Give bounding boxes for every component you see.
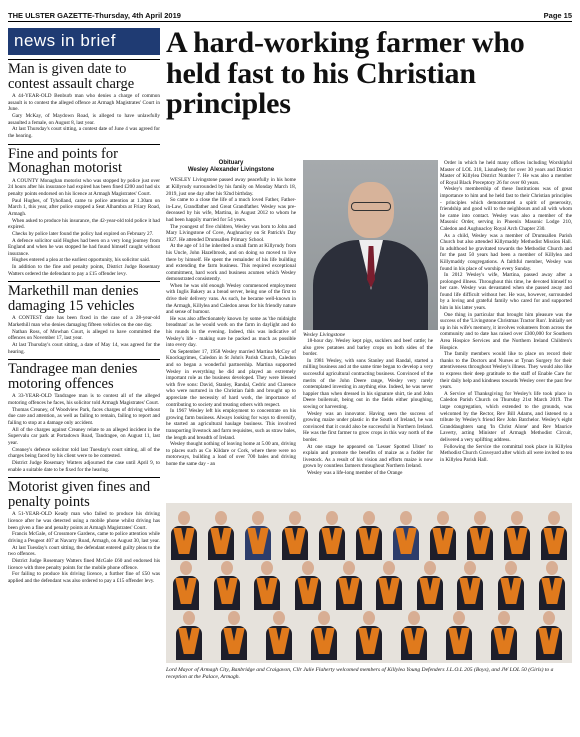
brief-paragraph: A COUNTY Monaghan motorist who was stopped by police just over 24 hours after his insurance had expired has been fined £200 and had six penalty points endorsed on his licence at Armagh Magistrates' Court. — [8, 177, 160, 197]
article-paragraph: When he was old enough Wesley commenced employment with Inglis Bakery as a bread server, being one of the first to drive their delivery vans. As such, he became well-known in the Armagh, Killylea and Caledon areas for his friendly nature and sense of humour. — [166, 282, 296, 316]
article-paragraph: So came to a close the life of a much loved Father, Father-in-Law, Grandfather and Great Grandfather. Wesley was pre-deceased by his wife, Martina, in August 2012 to whom he had been happily married for 54 years. — [166, 197, 296, 223]
article-paragraph: In 2012 Wesley's wife, Martina, passed away after a prolonged illness. Throughout this time, he devoted himself to her care. Wesley was devastated when she passed away and found life difficult without her. He was, however, surrounded by a loving and grateful family who cared for and supported him in his latter years. — [440, 272, 572, 312]
group-photo — [166, 503, 572, 663]
brief-headline: Fine and points for Monaghan motorist — [8, 145, 122, 177]
brief-paragraph: Nathan Ross, of Mowhan Court, is alleged to have committed the offences on November 17, last year. — [8, 328, 160, 342]
article-paragraph: At the age of 14 he inherited a small farm at Killyrudy from his Uncle, John Hazelbrook, and on doing so moved to live there by himself. He spent the remainder of his life building and extending the farm business. This required exceptional commitment, hard work and business acumen which Wesley demonstrated consistently. — [166, 243, 296, 283]
article-paragraph: On September 17, 1958 Wesley married Martina McCoy of Knockagrimes, Caledon in St John's Parish Church, Caledon and so began a wonderful partnership. Martina supported Wesley in everything he did and played an extremely important role as the business developed. They were blessed with five sons: David, Stanley, Randal, Cedric and Clarence who were nurtured in the Christian faith and brought up to appreciate the necessity of hard work, the importance of contributing to society and treating others with respect. — [166, 348, 296, 408]
article-paragraph: Wesley's membership of these Institutions was of great importance to him and he held fast to their Christian principles - principles which demonstrated a spirit of generosity, friendship and good will to the neighbours and all with whom he came into contact. Wesley was also a member of the Masonic Order, serving in Phoenix Masonic Lodge 210, Caledon and Aughnacloy Royal Arch Chapter 230. — [440, 186, 572, 232]
article-paragraph: At one stage he appeared on 'Lesser Spotted Ulster' to explain and promote the benefits of maize as a fodder for livestock. As a result of his vision and efforts maize is now grown by countless farmers throughout Northern Ireland. — [303, 443, 433, 470]
brief-paragraph: District Judge Rosemary Watters adjourned the case until April 9, to enable a suitable date to be fixed for the hearing. — [8, 459, 160, 473]
article-paragraph: He was also affectionately known by some as 'the midnight breadman' as he would work on the farm in daylight and do his rounds in the evening. Indeed, this was indicative of Wesley's life - making sure he packed as much as possible into every day. — [166, 315, 296, 349]
column-3-text — [440, 160, 572, 463]
brief-paragraph: All of the charges against Creaney relate to an alleged incident in the Supervalu car park at Portadown Road, Tandragee, on August 11, last year. — [8, 426, 160, 446]
obituary-label: Obituary — [218, 160, 244, 166]
brief-paragraph: Creaney's defence solicitor told last Tuesday's court sitting, all of the charges being faced by his client were to be contested. — [8, 446, 160, 460]
brief-paragraph: At last Tuesday's court sitting, the defendant entered guilty pleas to the two offences. — [8, 544, 160, 558]
article-column-1 — [166, 160, 296, 468]
brief-paragraph: A 51-YEAR-OLD Keady man who failed to produce his driving licence after he was detected using a mobile phone whilst driving has been given a fine and penalty points at Armagh Magistrates' Court. — [8, 511, 160, 531]
main-headline: A hard-working farmer who held fast to his Christian principles — [166, 26, 525, 121]
brief-story — [8, 359, 160, 473]
article-paragraph: Wesley was a life-long member of the Orange — [307, 469, 403, 476]
brief-stories — [8, 59, 160, 584]
paper-name: THE ULSTER GAZETTE-Thursday, 4th April 2019 — [8, 11, 181, 20]
brief-story — [8, 59, 160, 140]
article-paragraph: As a child, Wesley was a member of Drumsallen Parish Church but also attended Killymaddy Methodist Mission Hall. In adulthood he gravitated towards the Methodist Church and for the past 50 years had been a member of Killylea and Killymaddy congregations. A faithful member, Wesley was found in his place of worship every Sunday. — [440, 232, 572, 272]
brief-paragraph: Checks by police later found the policy had expired on February 27. — [12, 230, 154, 237]
article-paragraph: In 1981 Wesley, with sons Stanley and Randal, started a milling business and at the same time began to develop a very successful agricultural contracting business. Convinced of the merits of the John Deere range, Wesley very rarely contemplated investing in anything else. Indeed, he was never happier than when dressed in his signature shirt, tie and John Deere boilersuit, being out in the fields either ploughing, sowing or harvesting. — [303, 357, 433, 410]
brief-paragraph: Paul Hughes, of Tyholland, came to police attention at 1.30am on March 1, this year, after police stopped a Seat Alhambra at Friary Road, Armagh. — [8, 197, 160, 217]
brief-paragraph: When asked to produce his insurance, the 42-year-old told police it had expired. — [8, 217, 160, 231]
article-paragraph: One thing in particular that brought him pleasure was the success of the 'Livingstone Christmas Tractor Run'. Initially set up in his wife's memory, it involves volunteers from across the community and to date has raised over £300,000 for Southern Area Hospice Services and the Northern Ireland Children's Hospice. — [440, 311, 572, 351]
brief-headline: Motorist given fines and penalty points — [8, 479, 151, 510]
brief-story — [8, 477, 160, 584]
brief-paragraph: Thomas Creaney, of Woodview Park, faces charges of driving without due care and attention, as well as failing to remain, failing to report and failing to stop at a damage only accident. — [8, 406, 160, 426]
obituary-name: Wesley Alexander Livingstone — [187, 167, 275, 174]
brief-paragraph: Gary McKay, of Maydown Road, is alleged to have unlawfully assaulted a female, on August 8, last year. — [8, 112, 160, 126]
page-header — [8, 6, 572, 20]
photo-row-middle — [166, 561, 572, 610]
brief-paragraph: A defence solicitor said Hughes had been on a very long journey from England and when he was stopped he had found himself caught without insurance. — [8, 237, 160, 257]
photo-row-back — [166, 511, 572, 560]
page-number: Page 15 — [543, 11, 572, 20]
brief-paragraph: District Judge Rosemary Watters fined McGale £60 and endorsed his licence with three penalty points for the mobile phone offence. — [8, 557, 160, 571]
obituary-heading — [166, 160, 296, 174]
portrait-photo — [303, 160, 438, 330]
article-column-3 — [440, 160, 572, 463]
brief-headline: Markethill man denies damaging 15 vehicles — [8, 283, 139, 314]
brief-paragraph: At last Thursday's court sitting, a date of May 14, was agreed for the hearing. — [8, 342, 160, 355]
brief-paragraph: Francis McGale, of Crossmore Gardens, came to police attention while driving a Peugeot 407 at Navarry Road, Armagh, on August 30, last year. — [8, 531, 160, 544]
brief-paragraph: At last Thursday's court sitting, a contest date of June 4 was agreed for the hearing. — [8, 126, 160, 139]
news-in-brief-column — [8, 28, 160, 728]
column-1-text — [166, 177, 296, 467]
brief-headline: Man is given date to contest assault charge — [8, 61, 135, 92]
brief-paragraph: For failing to produce his driving licence, a further fine of £50 was applied and the defendant was also ordered to pay a £15 offender levy. — [8, 571, 160, 584]
article-paragraph: Wesley thought nothing of leaving home at 5.00 am, driving to places such as Co Kildare or Cork, where there were no motorways, building a load of over 700 bales and driving home the same day - an — [166, 441, 296, 467]
article-paragraph: In 1967 Wesley left his employment to concentrate on his growing farm business. Always looking for ways to diversify, he started an agricultural haulage business. This involved transporting livestock and farm requisites, such as straw bales, the length and breadth of Ireland. — [166, 408, 296, 441]
brief-paragraph: A 33-YEAR-OLD Tandragee man is to contest all of the alleged motoring offences he faces, his solicitor told Armagh Magistrates' Court. — [8, 393, 160, 407]
article-paragraph: Order in which he held many offices including Worshipful Master of LOL 318, Lisnafeedy for over 30 years and District Master of Killylea District Number 7. He was also a member of Royal Black Preceptory 26 for over 60 years. — [440, 160, 572, 186]
brief-story — [8, 144, 160, 278]
news-in-brief-banner: news in brief — [8, 28, 160, 55]
group-photo-caption: Lord Mayor of Armagh City, Banbridge and Craigavon, Cllr Julie Flaherty welcomed members of Killylea Young Defenders J.L.O.L 205 (Boys), and JW LOL 50 (Girls) to a reception at the Palace, Armagh. — [166, 667, 554, 681]
brief-headline: Tandragee man denies motoring offences — [8, 361, 138, 392]
brief-paragraph: In addition to the fine and penalty points, District Judge Rosemary Watters ordered the defendant to pay a £15 offender levy. — [8, 264, 160, 277]
article-paragraph: WESLEY Livingstone passed away peacefully in his home at Killyrudy surrounded by his family on Monday March 18, 2019, just one day after his 92nd birthday. — [166, 177, 296, 197]
brief-paragraph: Hughes entered a plea at the earliest opportunity, his solicitor said. — [12, 257, 150, 264]
column-2-text — [303, 338, 433, 476]
article-paragraph: Wesley was an innovator. Having seen the success of growing maize under plastic in the South of Ireland, he was convinced that it could also be successful in Northern Ireland. He was the first farmer to grow crops in this way north of the border. — [303, 410, 433, 443]
article-paragraph: Following the Service the committal took place in Killylea Methodist Church Graveyard after which all were invited to tea in Killylea Parish Hall. — [440, 443, 572, 463]
article-paragraph: The family members would like to place on record their thanks to the Doctors and Nurses at Tynan Surgery for their attentiveness throughout Wesley's illness. They would also like to express their deep gratitude to the staff of Enable Care for their daily help and kindness towards Wesley over the past few years. — [440, 351, 572, 391]
article-paragraph: 18-hour day. Wesley kept pigs, sucklers and beef cattle; he also grew potatoes and barley crops on both sides of the border. — [303, 338, 433, 358]
portrait-caption: Wesley Livingstone — [303, 332, 346, 338]
brief-paragraph: A 44-YEAR-OLD Benburb man who denies a charge of common assault is to contest the alleged offence at Armagh Magistrates' Court in June. — [8, 93, 160, 113]
article-paragraph: The youngest of five children, Wesley was born to John and Mary Livingstone of Cove, Aughnacloy on St Patrick's Day 1927. He attended Drumsallen Primary School. — [166, 223, 296, 243]
photo-row-front — [166, 611, 572, 660]
header-rule — [8, 21, 572, 22]
brief-paragraph: A CONTEST date has been fixed in the case of a 28-year-old Markethill man who denies damaging fifteen vehicles on the one day. — [8, 315, 160, 329]
brief-story — [8, 281, 160, 355]
article-paragraph: A Service of Thanksgiving for Wesley's life took place in Caledon Parish Church on Thursday 21st March 2019. The large congregation, which extended to the grounds, was welcomed by the Rector, Rev Bill Adams, and listened to a tribute by Wesley's friend Rev John Batchelor. Wesley's eight Granddaughters sang 'In Christ Alone' and Rev Maurice Laverty, acting Minister of Armagh Methodist Circuit, delivered a very uplifting address. — [440, 390, 572, 443]
article-column-2 — [303, 338, 433, 476]
